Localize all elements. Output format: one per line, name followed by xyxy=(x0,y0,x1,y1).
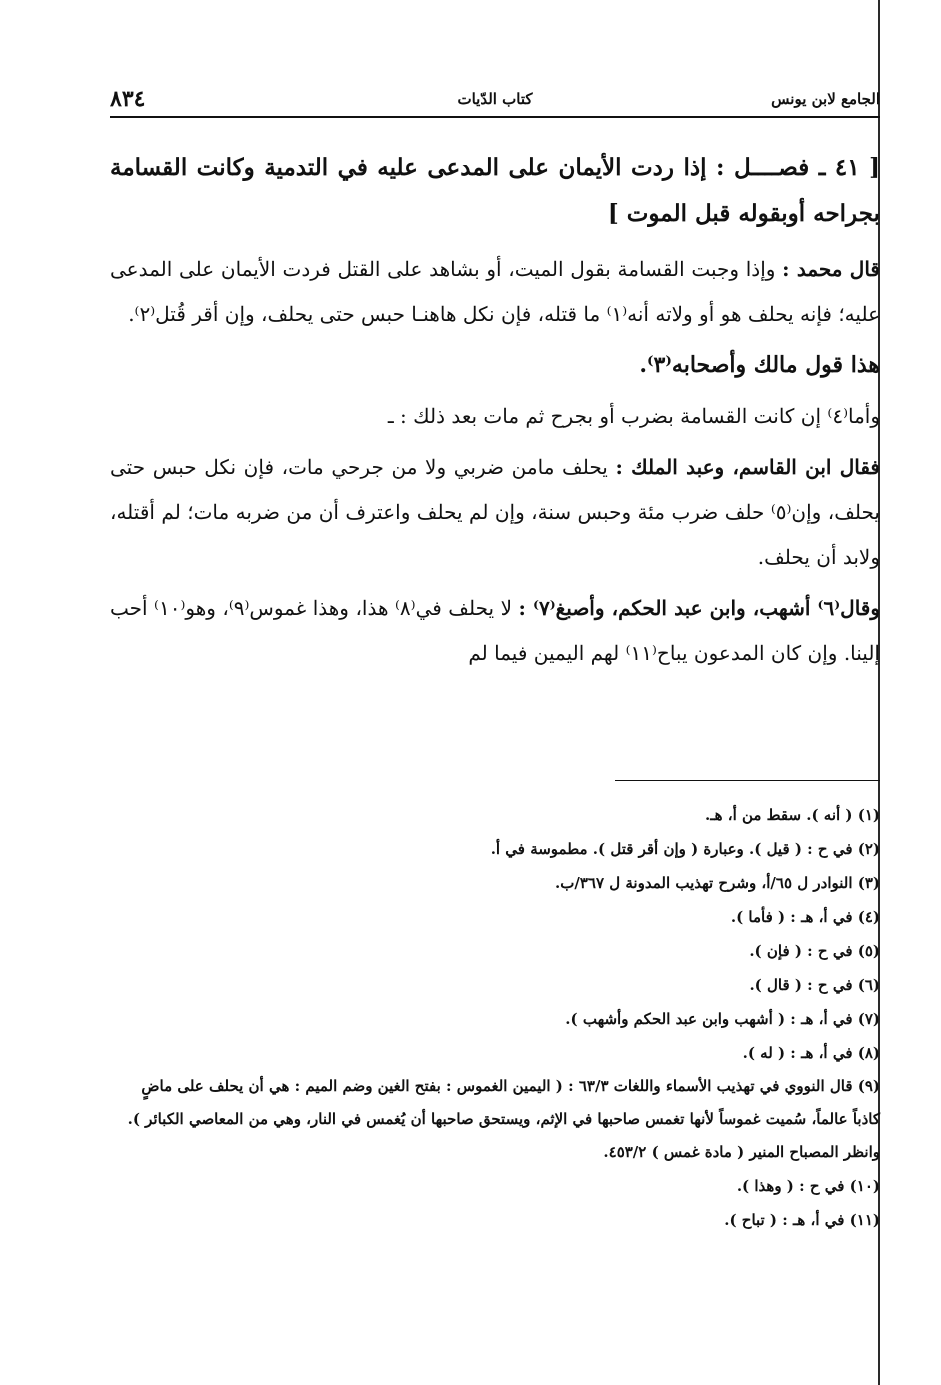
header-chapter-title: كتاب الدّيات xyxy=(457,90,533,108)
paragraph-lead: فقال ابن القاسم، وعبد الملك : xyxy=(615,455,880,479)
paragraph-body: يحلف مامن ضربي ولا من جرحي مات، فإن نكل حبس حتى يحلف، وإن⁽٥⁾ حلف ضرب مئة وحبس سنة، وإن لم يحلف واعترف أن من ضربه مات؛ لم أقتله، ولابد أن يحلف. xyxy=(110,455,880,569)
footnote-8: (٨) في أ، هـ : ( له ). xyxy=(742,1044,880,1062)
paragraph-body: وأما⁽٤⁾ إن كانت القسامة بضرب أو بجرح ثم مات بعد ذلك : ـ xyxy=(387,404,880,428)
footnotes xyxy=(110,798,880,1237)
paragraph-body: وإذا وجبت القسامة بقول الميت، أو بشاهد على القتل فردت الأيمان على المدعى عليه؛ فإنه يحلف هو أو ولاته أنه⁽١⁾ ما قتله، فإن نكل هاهنـا حبس حتى يحلف، وإن أقر قُتل⁽٢⁾. xyxy=(110,257,880,326)
footnote-5: (٥) في ح : ( فإن ). xyxy=(749,942,880,960)
main-text xyxy=(110,145,880,682)
paragraph-body: لا يحلف في⁽٨⁾ هذا، وهذا غموس⁽٩⁾، وهو⁽١٠⁾ أحب إلينا. وإن كان المدعون يباح⁽١١⁾ لهم اليمين فيما لم xyxy=(110,596,880,665)
header-book-title: الجامع لابن يونس xyxy=(771,90,880,108)
footnote-10: (١٠) في ح : ( وهذا ). xyxy=(736,1177,880,1195)
footnote-4: (٤) في أ، هـ : ( فأما ). xyxy=(730,908,880,926)
running-header xyxy=(110,88,880,116)
paragraph-1 xyxy=(110,247,880,337)
footnote-1: (١) ( أنه ). سقط من أ، هـ. xyxy=(704,806,880,824)
section-title: [ ٤١ ـ فصــــل : إذا ردت الأيمان على المدعى عليه في التدمية وكانت القسامة بجراحه أوبقوله قبل الموت ] xyxy=(110,154,880,227)
footnote-2: (٢) في ح : ( قيل ). وعبارة ( وإن أقر قتل ). مطموسة في أ. xyxy=(490,840,880,858)
paragraph-lead: قال محمد : xyxy=(782,257,880,281)
footnote-3: (٣) النوادر ل ٦٥/أ، وشرح تهذيب المدونة ل ٣٦٧/ب. xyxy=(555,874,880,892)
paragraph-lead: وقال⁽٦⁾ أشهب، وابن عبد الحكم، وأصبغ⁽٧⁾ : xyxy=(518,596,881,620)
footnote-6: (٦) في ح : ( قال ). xyxy=(749,976,880,994)
paragraph-lead: هذا قول مالك وأصحابه⁽٣⁾. xyxy=(639,352,880,378)
paragraph-5 xyxy=(110,586,880,676)
paragraph-4 xyxy=(110,445,880,580)
footnote-11: (١١) في أ، هـ : ( تباح ). xyxy=(724,1211,880,1229)
footnote-9: (٩) قال النووي في تهذيب الأسماء واللغات ٦٣/٣ : ( اليمين الغموس : بفتح الغين وضم الميم : هي أن يحلف على ماضٍ كاذباً عالماً، سُميت غموساً لأنها تغمس صاحبها في الإثم، ويستحق صاحبها أن يُغمس في النار، وهي من المعاصي الكبائر ). وانظر المصباح المنير ( مادة غمس ) ٤٥٣/٢. xyxy=(127,1077,880,1161)
paragraph-3 xyxy=(110,394,880,439)
page-number: ٨٣٤ xyxy=(110,86,146,112)
paragraph-2 xyxy=(110,343,880,388)
header-rule xyxy=(110,116,880,118)
footnote-7: (٧) في أ، هـ : ( أشهب وابن عبد الحكم وأشهب ). xyxy=(565,1010,880,1028)
footnote-rule xyxy=(615,780,880,781)
